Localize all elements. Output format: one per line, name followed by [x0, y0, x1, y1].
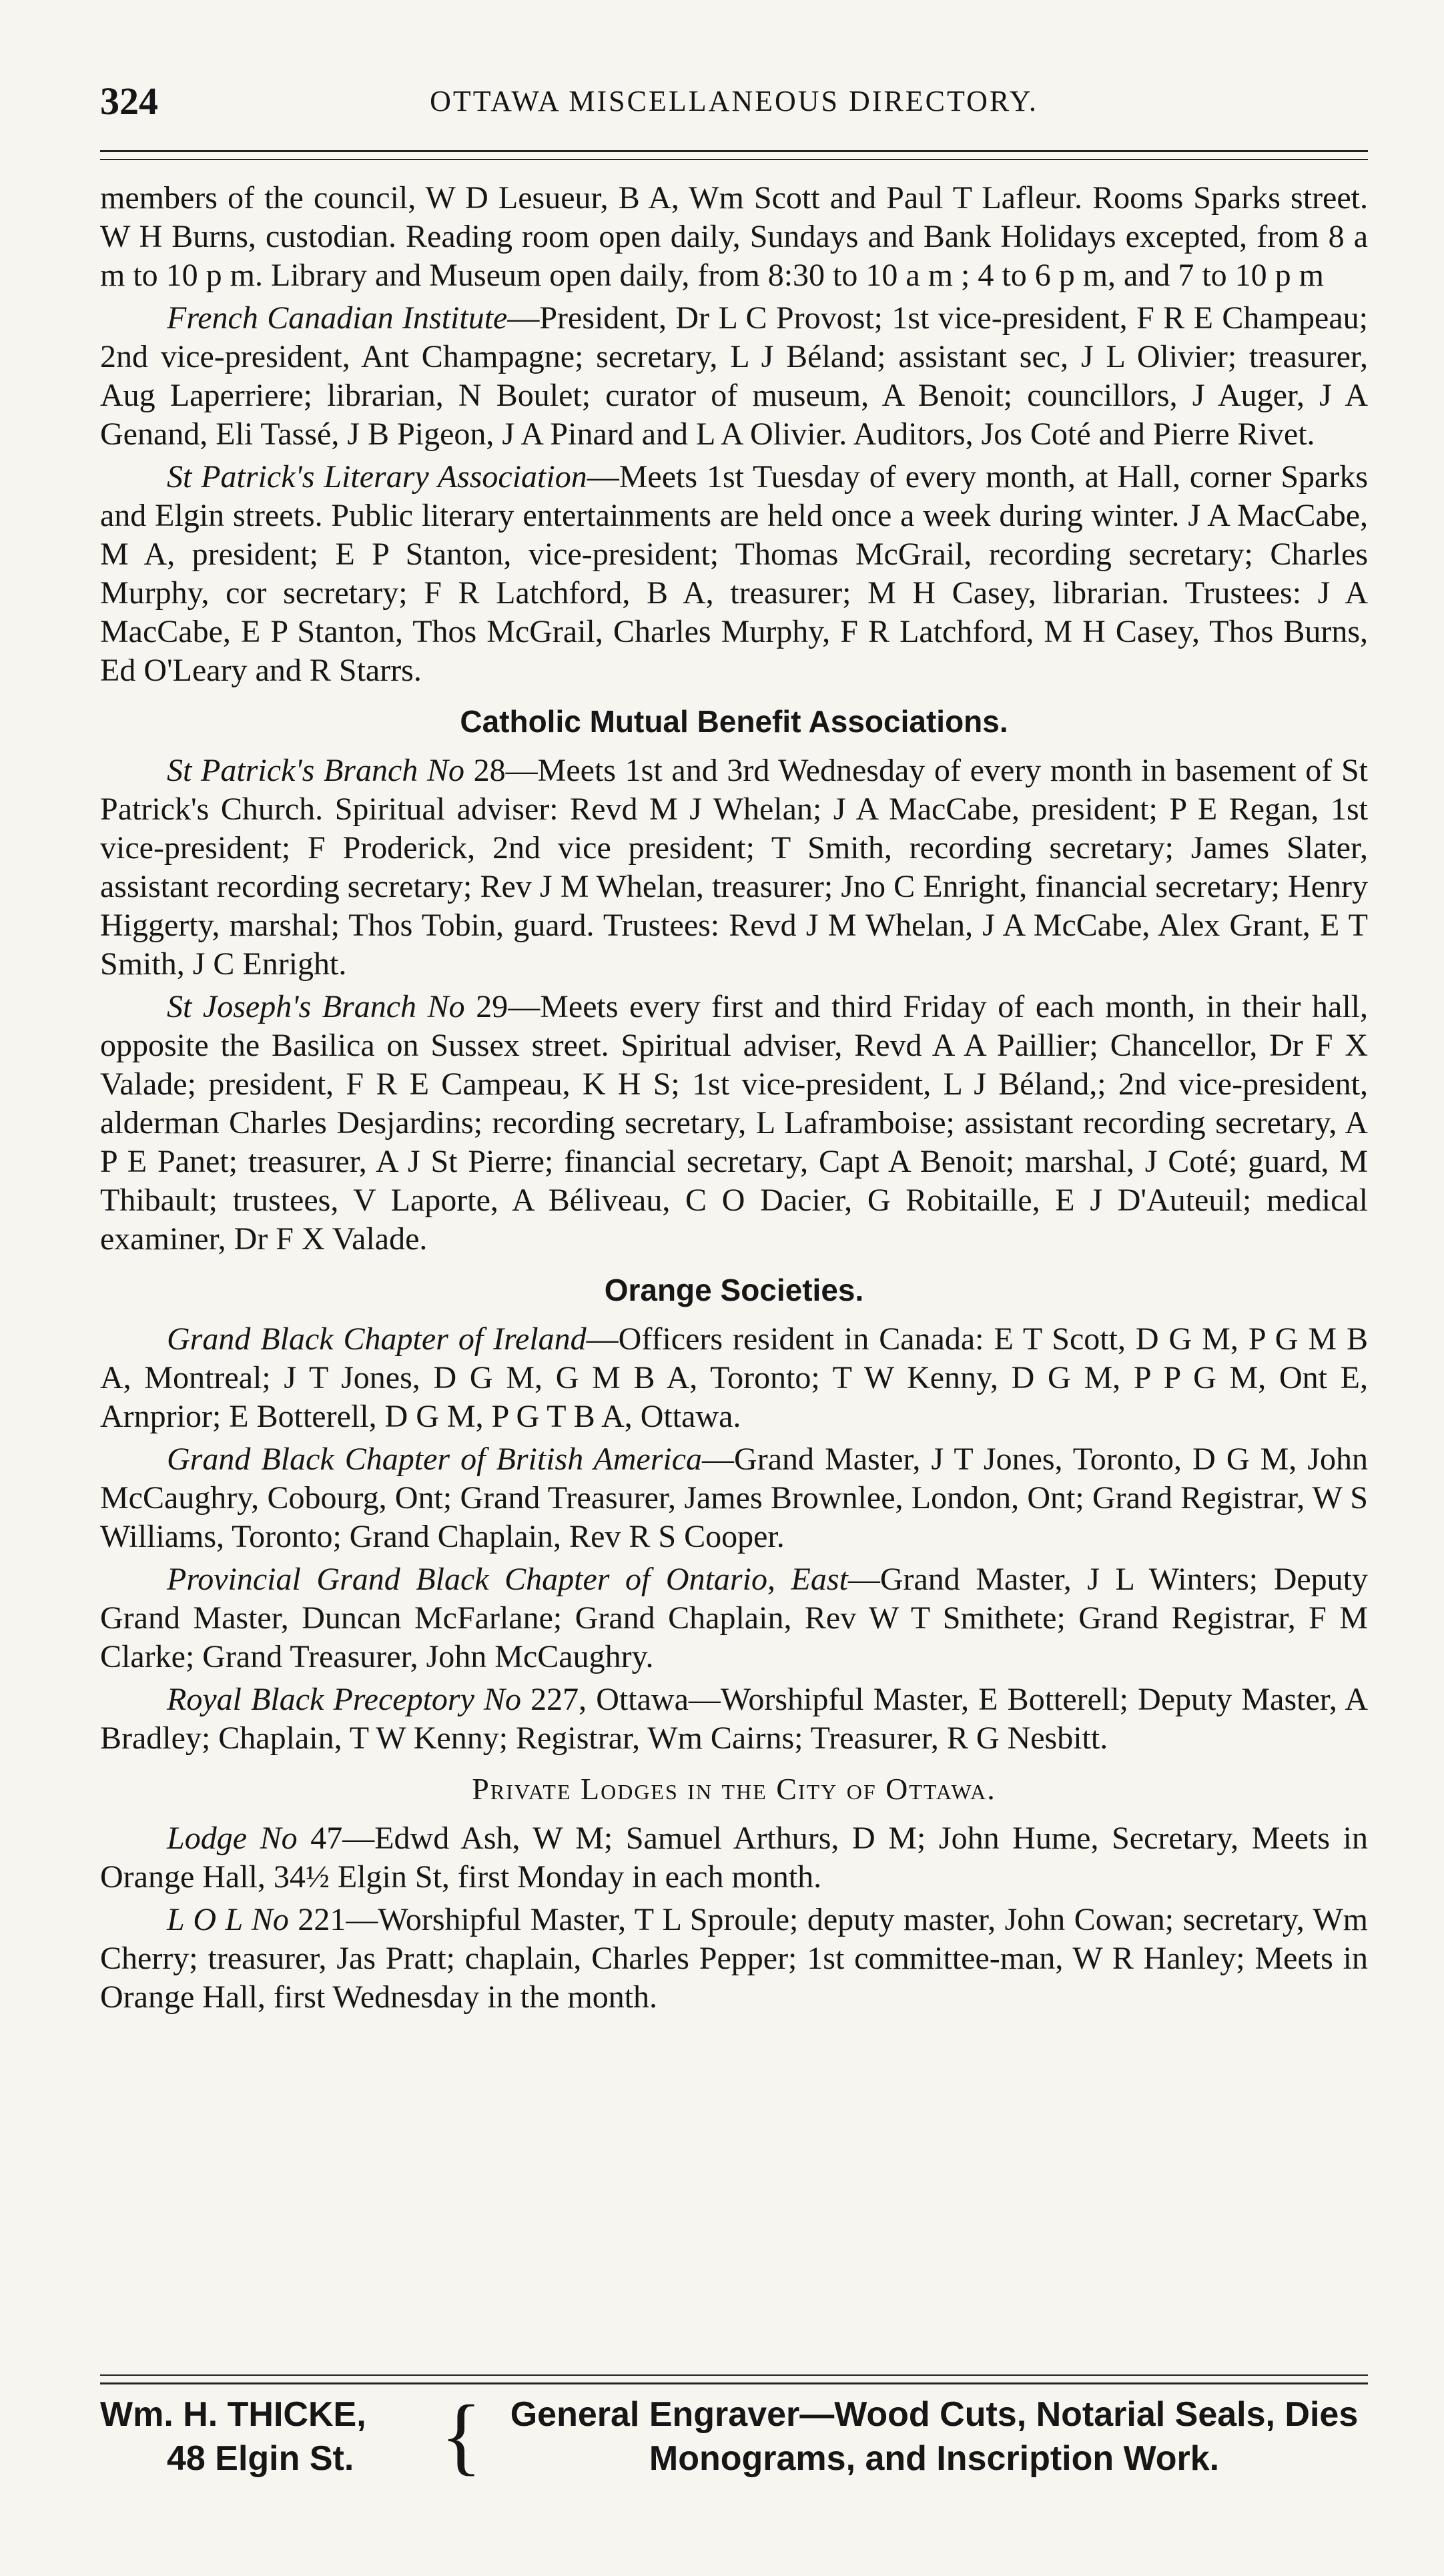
services-line-2: Monograms, and Inscription Work. — [649, 2439, 1220, 2478]
engraver-advertisement — [100, 2388, 1368, 2493]
entry-paragraph: Grand Black Chapter of Ireland—Officers resident in Canada: E T Scott, D G M, P G M B A, Montreal; J T Jones, D G M, G M B A, Toronto; T W Kenny, D G M, P P G M, Ont E, Arnprior; E Botterell, D G M, P G T B A, Ottawa. — [100, 1321, 1368, 1434]
entry-paragraph: Grand Black Chapter of British America—Grand Master, J T Jones, Toronto, D G M, John McCaughry, Cobourg, Ont; Grand Treasurer, James Brownlee, London, Ont; Grand Registrar, W S Williams, Toronto; Grand Chaplain, Rev R S Cooper. — [100, 1441, 1368, 1554]
advertiser-block — [100, 2392, 460, 2481]
footer-rule — [100, 2382, 1368, 2384]
entry-name: Grand Black Chapter of British America — [167, 1441, 703, 1477]
entry-name: Lodge No — [167, 1821, 298, 1856]
entry-paragraph: Provincial Grand Black Chapter of Ontario, East—Grand Master, J L Winters; Deputy Grand Master, Duncan McFarlane; Grand Chaplain, Rev W T Smithete; Grand Registrar, F M Clarke; Grand Treasurer, John McCaughry. — [100, 1562, 1368, 1674]
entry-name: St Joseph's Branch No — [167, 989, 465, 1024]
entry-name: L O L No — [167, 1902, 289, 1937]
advertiser-name: Wm. H. THICKE, — [100, 2395, 366, 2434]
entry-name: St Patrick's Literary Association — [167, 459, 587, 495]
entry-name: St Patrick's Branch No — [167, 753, 464, 788]
entry-paragraph: L O L No 221—Worshipful Master, T L Sproule; deputy master, John Cowan; secretary, Wm Cherry; treasurer, Jas Pratt; chaplain, Charles Pepper; 1st committee-man, W R Hanley; Meets in Orange Hall, first Wednesday in the month. — [100, 1902, 1369, 2015]
header-rule — [100, 150, 1368, 152]
section-heading-orange: Orange Societies. — [604, 1273, 864, 1307]
entry-name: Provincial Grand Black Chapter of Ontario, East — [167, 1562, 848, 1597]
services-line-1: General Engraver—Wood Cuts, Notarial Seals, Dies — [510, 2395, 1359, 2434]
entry-paragraph: St Joseph's Branch No 29—Meets every first and third Friday of each month, in their hall, opposite the Basilica on Sussex street. Spiritual adviser, Revd A A Paillier; Chancellor, Dr F X Valade; president, F R E Campeau, K H S; 1st vice-president, L J Béland,; 2nd vice-president, alderman Charles Desjardins; recording secretary, L Laframboise; assistant recording secretary, A P E Panet; treasurer, A J St Pierre; financial secretary, Capt A Benoit; marshal, J Coté; guard, M Thibault; trustees, V Laporte, A Béliveau, C O Dacier, G Robitaille, E J D'Auteuil; medical examiner, Dr F X Valade. — [100, 989, 1369, 1257]
entry-paragraph: Lodge No 47—Edwd Ash, W M; Samuel Arthurs, D M; John Hume, Secretary, Meets in Orange Hall, 34½ Elgin St, first Monday in each month. — [100, 1821, 1369, 1895]
entry-paragraph: St Patrick's Branch No 28—Meets 1st and 3rd Wednesday of every month in basement of St Patrick's Church. Spiritual adviser: Revd M J Whelan; J A MacCabe, president; P E Regan, 1st vice-president; F Proderick, 2nd vice president; T Smith, recording secretary; James Slater, assistant recording secretary; Rev J M Whelan, treasurer; Jno C Enright, financial secretary; Henry Higgerty, marshal; Thos Tobin, guard. Trustees: Revd J M Whelan, J A McCabe, Alex Grant, E T Smith, J C Enright. — [100, 753, 1368, 982]
entry-paragraph: St Patrick's Literary Association—Meets 1st Tuesday of every month, at Hall, corner Sparks and Elgin streets. Public literary entertainments are held once a week during winter. J A MacCabe, M A, president; E P Stanton, vice-president; Thomas McGrail, recording secretary; Charles Murphy, cor secretary; F R Latchford, B A, treasurer; M H Casey, librarian. Trustees: J A MacCabe, E P Stanton, Thos McGrail, Charles Murphy, F R Latchford, M H Casey, Thos Burns, Ed O'Leary and R Starrs. — [100, 459, 1368, 688]
entry-name: Grand Black Chapter of Ireland — [167, 1321, 587, 1357]
advertiser-services — [500, 2392, 1368, 2481]
header-rule-thin — [100, 159, 1368, 160]
entry-name: French Canadian Institute — [167, 300, 508, 336]
entry-name: Royal Black Preceptory No — [167, 1682, 522, 1717]
page-header — [100, 79, 1368, 139]
section-heading-lodges: Private Lodges in the City of Ottawa. — [472, 1772, 996, 1806]
running-title: OTTAWA MISCELLANEOUS DIRECTORY. — [430, 85, 1038, 117]
brace-glyph: { — [440, 2388, 482, 2484]
entry-paragraph: Royal Black Preceptory No 227, Ottawa—Worshipful Master, E Botterell; Deputy Master, A Bradley; Chaplain, T W Kenny; Registrar, Wm Cairns; Treasurer, R G Nesbitt. — [100, 1682, 1368, 1756]
section-heading-catholic: Catholic Mutual Benefit Associations. — [460, 704, 1008, 739]
advertiser-address: 48 Elgin St. — [167, 2439, 354, 2478]
entry-paragraph: French Canadian Institute—President, Dr L C Provost; 1st vice-president, F R E Champeau; 2nd vice-president, Ant Champagne; secretary, L J Béland; assistant sec, J L Olivier; treasurer, Aug Laperriere; librarian, N Boulet; curator of museum, A Benoit; councillors, J Auger, J A Genand, Eli Tassé, J B Pigeon, J A Pinard and L A Olivier. Auditors, Jos Coté and Pierre Rivet. — [100, 300, 1368, 452]
page-number: 324 — [100, 79, 158, 123]
entry-paragraph: members of the council, W D Lesueur, B A, Wm Scott and Paul T Lafleur. Rooms Sparks street. W H Burns, custodian. Reading room open daily, Sundays and Bank Holidays excepted, from 8 a m to 10 p m. Library and Museum open daily, from 8:30 to 10 a m ; 4 to 6 p m, and 7 to 10 p m — [100, 180, 1368, 293]
directory-body — [100, 179, 1368, 2017]
footer-rule-thin — [100, 2374, 1368, 2376]
